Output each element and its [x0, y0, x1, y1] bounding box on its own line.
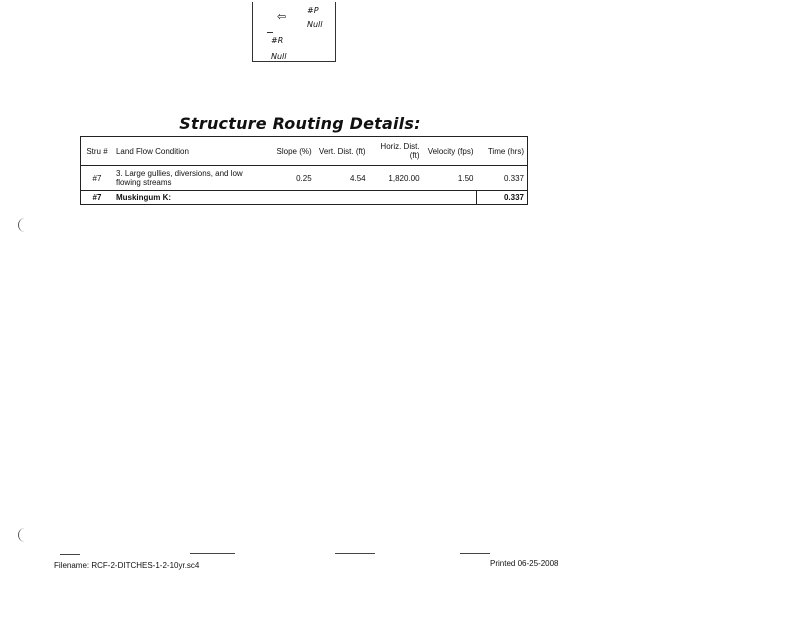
legend-dash [267, 32, 273, 33]
cell-vert-dist: 4.54 [350, 173, 366, 183]
header-time: Time (hrs) [477, 137, 528, 166]
cell-velocity: 1.50 [457, 173, 474, 183]
page-title: Structure Routing Details: [179, 114, 421, 133]
scan-speck [60, 554, 80, 555]
legend-label-top-2: Null [307, 20, 323, 29]
arrow-icon: ⇦ [277, 10, 287, 23]
cell-struc: #7 [92, 173, 102, 183]
scan-speck [335, 553, 375, 554]
header-slope: Slope (%) [261, 137, 315, 166]
header-struc: Stru # [81, 137, 113, 166]
legend-box [252, 2, 336, 62]
footer-filename: Filename: RCF-2-DITCHES-1-2-10yr.sc4 [54, 561, 200, 570]
header-land-flow: Land Flow Condition [113, 137, 261, 166]
table-header-row [81, 137, 528, 166]
total-row [81, 191, 528, 205]
punch-mark-top [18, 218, 27, 232]
cell-slope: 0.25 [296, 173, 312, 183]
cell-horiz-dist: 1,820.00 [388, 173, 420, 183]
header-velocity: Velocity (fps) [423, 137, 477, 166]
header-horiz-dist: Horiz. Dist. (ft) [369, 137, 423, 166]
scan-speck [190, 553, 235, 554]
total-time: 0.337 [477, 191, 528, 205]
cell-time: 0.337 [503, 173, 524, 183]
header-vert-dist: Vert. Dist. (ft) [315, 137, 369, 166]
total-label: Muskingum K: [113, 191, 477, 205]
structure-routing-table [80, 136, 528, 205]
total-struc: #7 [81, 191, 113, 205]
scan-speck [460, 553, 490, 554]
legend-label-bottom: #R [271, 36, 284, 45]
legend-label-top: #P [307, 6, 319, 15]
footer-printed-date: Printed 06-25-2008 [490, 559, 559, 568]
punch-mark-bottom [18, 528, 27, 542]
table-row [81, 166, 528, 191]
legend-label-bottom-2: Null [271, 52, 287, 61]
cell-land-flow: 3. Large gullies, diversions, and low flowing streams [115, 169, 243, 187]
